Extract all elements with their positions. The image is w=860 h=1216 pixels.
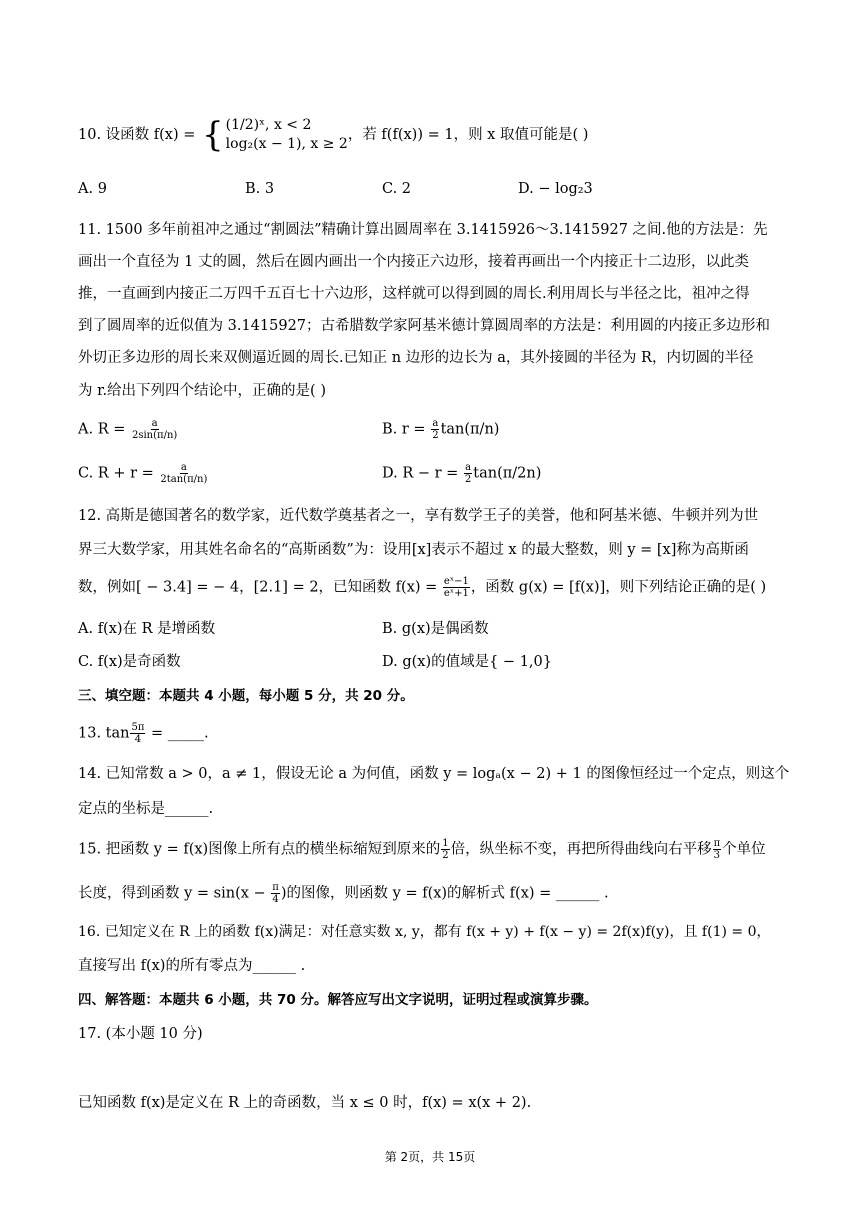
q15-line-1-b: 倍，纵坐标不变，再把所得曲线向右平移: [450, 841, 712, 858]
q10-stem: [78, 116, 588, 154]
q11-line-3: 推，一直画到内接正二万四千五百七十六边形，这样就可以得到圆的周长.利用周长与半径之比，祖冲之得: [78, 286, 750, 302]
q11-option-d: [382, 462, 541, 485]
q13-prefix: 13. tan: [78, 725, 130, 742]
q16-line-2: 直接写出 f(x)的所有零点为______ .: [78, 958, 306, 974]
q11-line-4: 到了圆周率的近似值为 3.1415927；古希腊数学家阿基米德计算圆周率的方法是：利用圆的内接正多边形和: [78, 318, 771, 334]
q11-line-2: 画出一个直径为 1 丈的圆，然后在圆内画出一个内接正六边形，接着再画出一个内接正十二边形，以此类: [78, 254, 749, 270]
q11-line-6: 为 r.给出下列四个结论中，正确的是( ): [78, 383, 326, 399]
q15-half-num: 1: [442, 838, 449, 849]
q15-line-2: [78, 882, 609, 905]
q10-option-a: A. 9: [78, 181, 107, 197]
q16-line-1: 16. 已知定义在 R 上的函数 f(x)满足：对任意实数 x, y，都有 f(x + y) + f(x − y) = 2f(x)f(y)，且 f(1) = 0，: [78, 924, 771, 940]
section-4-heading: 四、解答题：本题共 6 小题，共 70 分。解答应写出文字说明，证明过程或演算步骤。: [78, 992, 598, 1008]
q12-line-3-a: 数，例如[ − 3.4] = − 4，[2.1] = 2，已知函数 f(x) =: [78, 579, 442, 596]
q10-cases: [226, 116, 348, 154]
q12-line-1: 12. 高斯是德国著名的数学家，近代数学奠基者之一，享有数学王子的美誉，他和阿基米德、牛顿并列为世: [78, 508, 759, 524]
q11-b-rhs: tan(π/n): [440, 421, 500, 438]
q15-pi3-num: π: [713, 838, 721, 849]
q10-case1: (1/2)ˣ, x < 2: [225, 117, 312, 133]
q11-b-num: a: [432, 418, 439, 429]
q11-b-den: 2: [432, 430, 439, 441]
q11-d-den: 2: [464, 474, 472, 485]
q11-c-frac: [159, 462, 208, 485]
page-footer: 第 2页，共 15页: [384, 1150, 476, 1164]
q15-line-1: [78, 838, 766, 861]
q10-prefix: 10. 设函数 f(x) =: [78, 127, 201, 143]
q15-line-2-a: 长度，得到函数 y = sin(x −: [78, 885, 271, 902]
q11-c-den: 2tan(π/n): [160, 474, 208, 485]
q12-f-num: eˣ−1: [443, 576, 469, 587]
q15-line-2-b: )的图像，则函数 y = f(x)的解析式 f(x) = ______ .: [280, 885, 609, 902]
q13-den: 4: [134, 734, 142, 745]
q12-f-den: eˣ+1: [443, 588, 469, 599]
q13-num: 5π: [131, 722, 145, 733]
q11-b-frac: [431, 418, 439, 441]
q11-c-num: a: [180, 462, 187, 473]
q15-frac-half: [441, 838, 449, 861]
q17-body: 已知函数 f(x)是定义在 R 上的奇函数，当 x ≤ 0 时，f(x) = x(x + 2).: [78, 1095, 532, 1111]
q11-option-b: [382, 418, 499, 441]
q11-a-num: a: [151, 418, 158, 429]
q15-pi4-num: π: [272, 882, 279, 893]
q13-frac: [130, 722, 145, 745]
q11-option-c: [78, 462, 209, 485]
q15-pi3-den: 3: [713, 850, 721, 861]
q11-line-5: 外切正多边形的周长来双侧逼近圆的周长.已知正 n 边形的边长为 a，其外接圆的半径为 R，内切圆的半径: [78, 350, 754, 366]
q13-suffix: = _____.: [146, 725, 209, 742]
q15-frac-pi3: [713, 838, 722, 861]
q15-line-1-c: 个单位: [722, 841, 766, 858]
q13-stem: [78, 722, 209, 745]
q12-line-3: [78, 576, 766, 599]
section-3-heading: 三、填空题：本题共 4 小题，每小题 5 分，共 20 分。: [78, 688, 414, 704]
q15-half-den: 2: [442, 850, 449, 861]
q11-a-frac: [131, 418, 178, 441]
q11-d-num: a: [465, 462, 472, 473]
q15-frac-pi4: [271, 882, 280, 905]
q12-option-d: D. g(x)的值域是{ − 1,0}: [382, 654, 552, 670]
q11-line-1: 11. 1500 多年前祖冲之通过“割圆法”精确计算出圆周率在 3.1415926～3.1415927 之间.他的方法是：先: [78, 222, 768, 238]
q17-title: 17. (本小题 10 分): [78, 1026, 203, 1042]
q12-line-2: 界三大数学家，用其姓名命名的“高斯函数”为：设用[x]表示不超过 x 的最大整数，则 y = [x]称为高斯函: [78, 542, 749, 558]
q12-f-frac: [443, 576, 470, 599]
q11-option-a: [78, 418, 179, 441]
q15-pi4-den: 4: [272, 894, 279, 905]
q12-option-a: A. f(x)在 R 是增函数: [78, 621, 216, 637]
q12-option-c: C. f(x)是奇函数: [78, 654, 181, 670]
q11-a-lhs: A. R =: [78, 421, 130, 438]
q11-c-lhs: C. R + r =: [78, 465, 159, 482]
q14-line-1: 14. 已知常数 a > 0，a ≠ 1，假设无论 a 为何值，函数 y = logₐ(x − 2) + 1 的图像恒经过一个定点，则这个: [78, 766, 790, 782]
q11-a-den: 2sin(π/n): [131, 430, 178, 441]
q12-option-b: B. g(x)是偶函数: [382, 621, 489, 637]
q10-case2: log₂(x − 1), x ≥ 2: [225, 136, 348, 152]
q12-line-3-b: ，函数 g(x) = [f(x)]，则下列结论正确的是( ): [470, 579, 767, 596]
q10-option-d: D. − log₂3: [518, 181, 593, 197]
q14-line-2: 定点的坐标是______.: [78, 801, 214, 817]
q10-option-b: B. 3: [245, 181, 275, 197]
q10-brace: {: [202, 115, 224, 155]
q10-suffix: ，若 f(f(x)) = 1，则 x 取值可能是( ): [347, 127, 589, 143]
q11-d-frac: [464, 462, 472, 485]
q11-d-rhs: tan(π/2n): [473, 465, 542, 482]
q11-d-lhs: D. R − r =: [382, 465, 463, 482]
q11-b-lhs: B. r =: [382, 421, 431, 438]
q15-line-1-a: 15. 把函数 y = f(x)图像上所有点的横坐标缩短到原来的: [78, 841, 441, 858]
q10-option-c: C. 2: [382, 181, 412, 197]
